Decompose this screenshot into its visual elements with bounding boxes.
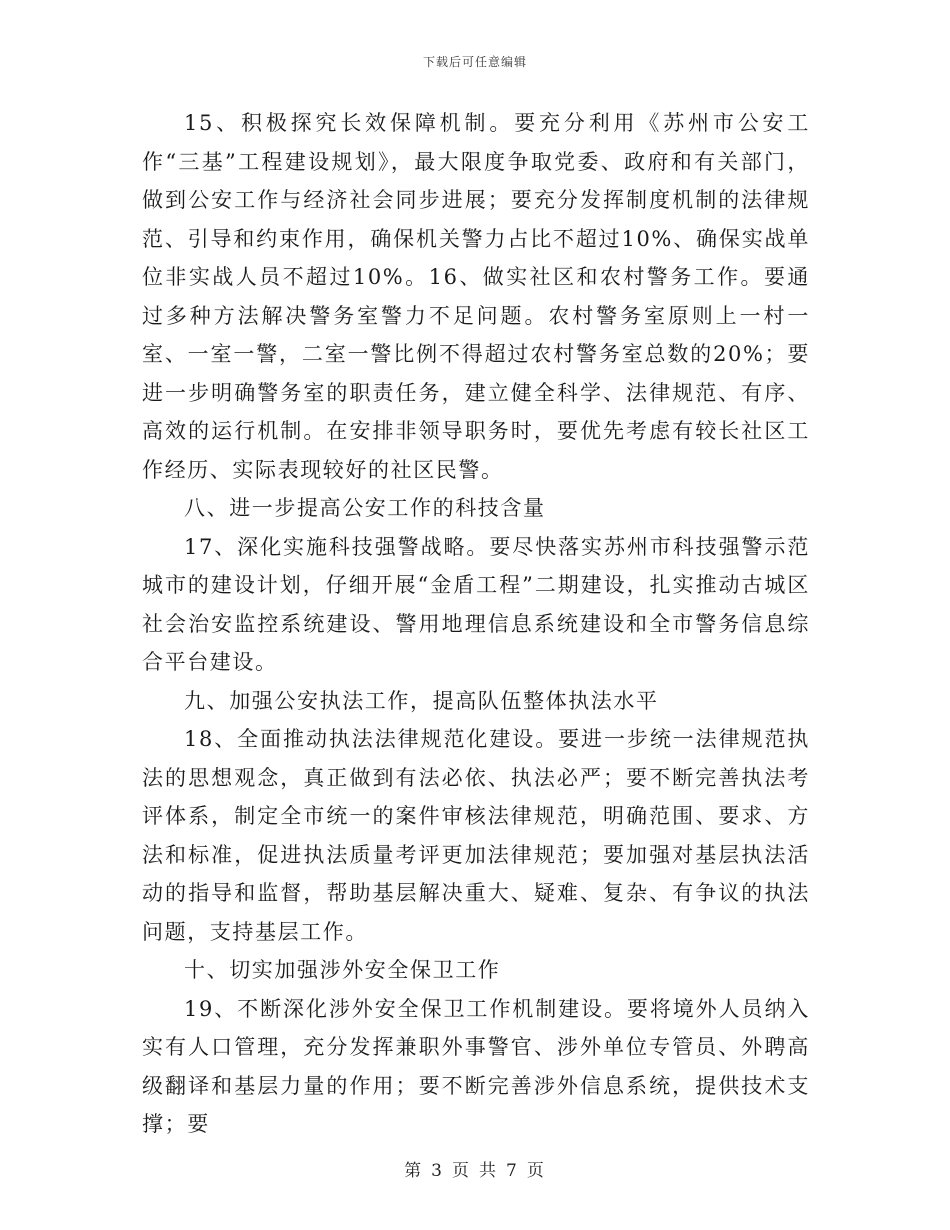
page-number: 3: [431, 1161, 444, 1181]
document-body: [142, 104, 810, 1144]
paragraph-item-19: 19、不断深化涉外安全保卫工作机制建设。要将境外人员纳入实有人口管理，充分发挥兼职外事警官、涉外单位专管员、外聘高级翻译和基层力量的作用；要不断完善涉外信息系统，提供技术支撑；要: [142, 996, 810, 1136]
section-heading-9: 九、加强公安执法工作，提高队伍整体执法水平: [184, 688, 659, 713]
footer-gong: 共: [479, 1161, 498, 1181]
footer-ye: 页: [452, 1161, 471, 1181]
paragraph-item-15-16: 15、积极探究长效保障机制。要充分利用《苏州市公安工作“三基”工程建设规划》，最大限度争取党委、政府和有关部门，做到公安工作与经济社会同步进展；要充分发挥制度机制的法律规范、引导和约束作用，确保机关警力占比不超过10%、确保实战单位非实战人员不超过10%。16、做实社区和农村警务工作。要通过多种方法解决警务室警力不足问题。农村警务室原则上一村一室、一室一警，二室一警比例不得超过农村警务室总数的20%；要进一步明确警务室的职责任务，建立健全科学、法律规范、有序、高效的运行机制。在安排非领导职务时，要优先考虑有较长社区工作经历、实际表现较好的社区民警。: [142, 111, 810, 482]
section-heading-8: 八、进一步提高公安工作的科技含量: [184, 496, 546, 520]
section-heading-10: 十、切实加强涉外安全保卫工作: [184, 958, 501, 982]
footer-ye2: 页: [526, 1161, 546, 1181]
footer-di: 第: [404, 1161, 424, 1181]
paragraph-item-17: 17、深化实施科技强警战略。要尽快落实苏州市科技强警示范城市的建设计划，仔细开展“金盾工程”二期建设，扎实推动古城区社会治安监控系统建设、警用地理信息系统建设和全市警务信息综合平台建设。: [142, 534, 810, 674]
paragraph-item-18: 18、全面推动执法法律规范化建设。要进一步统一法律规范执法的思想观念，真正做到有法必依、执法必严；要不断完善执法考评体系，制定全市统一的案件审核法律规范，明确范围、要求、方法和标准，促进执法质量考评更加法律规范；要加强对基层执法活动的指导和监督，帮助基层解决重大、疑难、复杂、有争议的执法问题，支持基层工作。: [142, 727, 810, 944]
page-header-note: 下载后可任意编辑: [422, 55, 527, 69]
total-pages: 7: [506, 1161, 519, 1181]
page-footer: [0, 1156, 950, 1181]
